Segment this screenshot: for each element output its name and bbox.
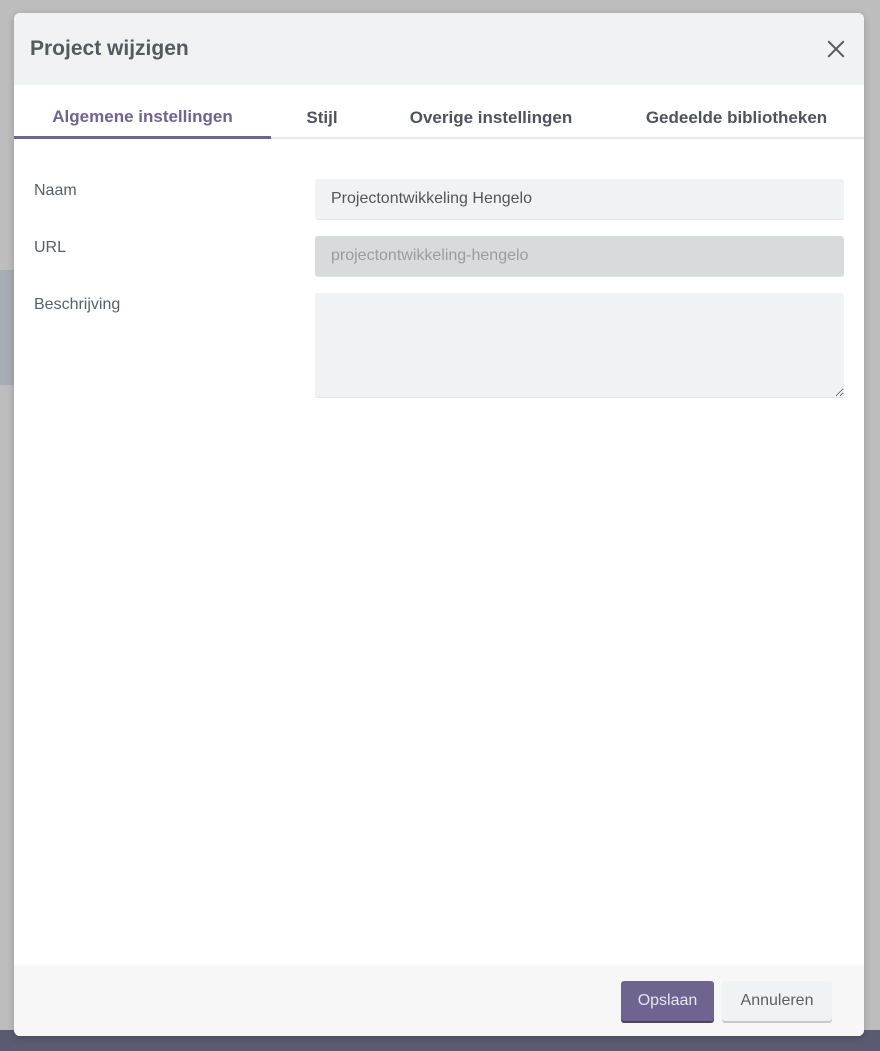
tab-other-settings[interactable]: Overige instellingen [409,108,573,127]
tab-general-settings[interactable]: Algemene instellingen [14,107,271,139]
dialog-header [14,13,864,85]
url-input [315,236,844,277]
edit-project-dialog [14,13,864,1036]
tab-style[interactable]: Stijl [306,108,338,127]
name-label: Naam [34,182,77,199]
dialog-title: Project wijzigen [30,37,189,60]
cancel-button[interactable]: Annuleren [722,981,832,1021]
tab-shared-libraries[interactable]: Gedeelde bibliotheken [645,108,828,127]
name-input[interactable] [315,179,844,220]
tab-bar [14,85,864,139]
save-button[interactable]: Opslaan [621,981,714,1021]
close-icon[interactable] [824,37,848,61]
description-label: Beschrijving [34,296,121,313]
description-textarea[interactable] [315,293,844,398]
dialog-footer [14,965,864,1036]
general-settings-form [14,139,864,398]
url-label: URL [34,239,67,256]
background-page-fragment [0,270,14,385]
